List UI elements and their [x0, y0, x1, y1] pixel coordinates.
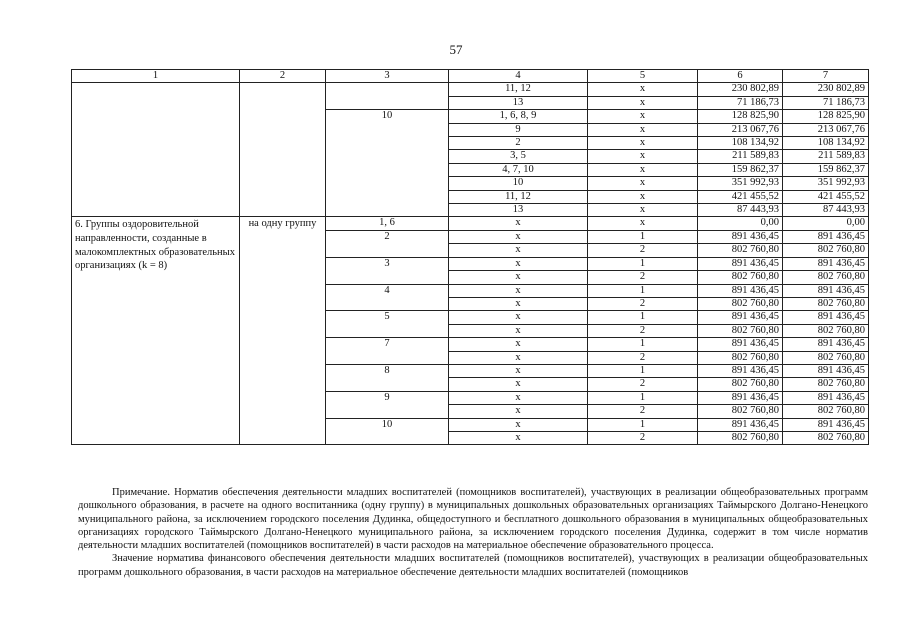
table-cell: 802 760,80	[783, 378, 869, 391]
table-cell: 0,00	[783, 217, 869, 230]
table-cell: 891 436,45	[783, 311, 869, 324]
header-cell: 6	[698, 70, 783, 83]
table-cell	[326, 83, 449, 110]
table-cell: x	[449, 244, 588, 257]
table-cell: 13	[449, 204, 588, 217]
header-cell: 4	[449, 70, 588, 83]
table-cell: x	[449, 338, 588, 351]
table-cell: 2	[449, 137, 588, 150]
table-cell: 802 760,80	[783, 244, 869, 257]
table-header-row	[72, 70, 869, 83]
table-cell: 6. Группы оздоровительной направленности, созданные в малокомплектных образовательных организациях (k = 8)	[72, 217, 240, 445]
table-cell: 13	[449, 96, 588, 109]
table-cell: 802 760,80	[698, 351, 783, 364]
table-cell: 2	[588, 244, 698, 257]
table-cell: 421 455,52	[783, 190, 869, 203]
table-cell: 2	[326, 230, 449, 257]
table-cell: 2	[588, 405, 698, 418]
table-cell: x	[449, 391, 588, 404]
table-cell: x	[449, 297, 588, 310]
table-cell: x	[588, 137, 698, 150]
table-cell: 87 443,93	[698, 204, 783, 217]
table-cell: x	[588, 150, 698, 163]
table-cell: 802 760,80	[698, 244, 783, 257]
table-cell: x	[588, 190, 698, 203]
table-cell: 2	[588, 378, 698, 391]
normative-table	[71, 69, 869, 445]
table-cell: 213 067,76	[698, 123, 783, 136]
table-cell: 10	[326, 110, 449, 217]
table-cell: 108 134,92	[698, 137, 783, 150]
table-cell: 10	[326, 418, 449, 445]
table-cell: 7	[326, 338, 449, 365]
table-cell: 351 992,93	[698, 177, 783, 190]
header-cell: 1	[72, 70, 240, 83]
table-cell: 128 825,90	[698, 110, 783, 123]
table-cell: x	[449, 418, 588, 431]
table-cell: 211 589,83	[783, 150, 869, 163]
table-cell: 10	[449, 177, 588, 190]
table-cell: 802 760,80	[698, 324, 783, 337]
table-cell: 8	[326, 364, 449, 391]
table-cell: 891 436,45	[783, 338, 869, 351]
table-cell: 2	[588, 271, 698, 284]
table-cell: 3	[326, 257, 449, 284]
table-cell: 71 186,73	[783, 96, 869, 109]
table-cell: 891 436,45	[698, 364, 783, 377]
table-cell: 11, 12	[449, 83, 588, 96]
table-cell: x	[449, 431, 588, 444]
header-cell: 7	[783, 70, 869, 83]
table-cell: 230 802,89	[783, 83, 869, 96]
note-block	[78, 486, 868, 579]
table-cell: x	[449, 271, 588, 284]
table-cell	[240, 83, 326, 217]
table-cell: x	[449, 230, 588, 243]
table-cell: 891 436,45	[783, 418, 869, 431]
table-cell: 159 862,37	[783, 163, 869, 176]
table-cell: 891 436,45	[783, 230, 869, 243]
table-cell: 3, 5	[449, 150, 588, 163]
table-cell: 802 760,80	[698, 297, 783, 310]
table-cell: 1, 6, 8, 9	[449, 110, 588, 123]
table-cell: 421 455,52	[698, 190, 783, 203]
table-cell: 108 134,92	[783, 137, 869, 150]
table-cell: 802 760,80	[698, 431, 783, 444]
table-cell: 351 992,93	[783, 177, 869, 190]
table-cell: 802 760,80	[698, 271, 783, 284]
table-cell: x	[588, 110, 698, 123]
note-paragraph-1: Примечание. Норматив обеспечения деятельности младших воспитателей (помощников воспитателей), участвующих в реализации общеобразовательных программ дошкольного образования, в расчете на одного воспитанника (одну группу) в муниципальных дошкольных образовательных организациях Таймырского Долгано-Ненецкого муниципального района, за исключением городского поселения Дудинка, общедоступного и бесплатного дошкольного образования в муниципальных общеобразовательных организациях городского Таймырского Долгано-Ненецкого муниципального района, за исключением городского поселения Дудинка, содержит в том числе норматив деятельности младших воспитателей (помощников воспитателей) в части расходов на материальное обеспечение образовательного процесса.	[78, 487, 868, 552]
table-cell: x	[449, 351, 588, 364]
table-cell: x	[449, 217, 588, 230]
table-row	[72, 83, 869, 96]
table-cell: 802 760,80	[698, 378, 783, 391]
table-cell: 1	[588, 391, 698, 404]
table-cell: x	[588, 163, 698, 176]
table-cell: x	[449, 405, 588, 418]
table-cell: 891 436,45	[698, 257, 783, 270]
table-cell: 1	[588, 338, 698, 351]
table-cell: 891 436,45	[783, 284, 869, 297]
header-cell: 2	[240, 70, 326, 83]
table-cell: 891 436,45	[783, 257, 869, 270]
table-cell: 159 862,37	[698, 163, 783, 176]
table-cell: x	[449, 364, 588, 377]
table-cell: 211 589,83	[698, 150, 783, 163]
header-cell: 5	[588, 70, 698, 83]
table-cell: 1	[588, 418, 698, 431]
table-cell: 11, 12	[449, 190, 588, 203]
table-cell: x	[449, 324, 588, 337]
table-cell: 891 436,45	[698, 391, 783, 404]
table-row	[72, 217, 869, 230]
table-cell: x	[588, 204, 698, 217]
table-body	[72, 83, 869, 445]
table-cell: 802 760,80	[783, 271, 869, 284]
table-cell: 2	[588, 297, 698, 310]
table-cell: 1	[588, 364, 698, 377]
header-cell: 3	[326, 70, 449, 83]
table-cell: 1	[588, 257, 698, 270]
table-cell: 9	[326, 391, 449, 418]
table-cell: 1	[588, 284, 698, 297]
table-cell: x	[588, 123, 698, 136]
table-cell: 5	[326, 311, 449, 338]
table-cell: x	[449, 257, 588, 270]
table-cell: 891 436,45	[698, 230, 783, 243]
table-cell: x	[449, 284, 588, 297]
table-cell: x	[588, 96, 698, 109]
page-number: 57	[449, 42, 463, 57]
table-cell: 891 436,45	[698, 311, 783, 324]
table-cell: 802 760,80	[783, 405, 869, 418]
table-cell: x	[588, 83, 698, 96]
table-cell	[72, 83, 240, 217]
table-cell: 891 436,45	[783, 364, 869, 377]
table-cell: 4	[326, 284, 449, 311]
table-cell: 1, 6	[326, 217, 449, 230]
table-cell: 71 186,73	[698, 96, 783, 109]
table-cell: 802 760,80	[783, 324, 869, 337]
table-cell: 891 436,45	[698, 418, 783, 431]
table-cell: 802 760,80	[783, 297, 869, 310]
table-cell: x	[588, 177, 698, 190]
table-cell: 9	[449, 123, 588, 136]
table-cell: 128 825,90	[783, 110, 869, 123]
table-cell: 230 802,89	[698, 83, 783, 96]
table-cell: 1	[588, 230, 698, 243]
table-cell: x	[449, 311, 588, 324]
table-cell: x	[588, 217, 698, 230]
table-cell: на одну группу	[240, 217, 326, 445]
table-cell: 213 067,76	[783, 123, 869, 136]
table-cell: 802 760,80	[783, 351, 869, 364]
table-cell: 1	[588, 311, 698, 324]
table-cell: 891 436,45	[698, 338, 783, 351]
note-paragraph-2: Значение норматива финансового обеспечения деятельности младших воспитателей (помощников воспитателей), участвующих в реализации общеобразовательных программ дошкольного образования, в части расходов на материальное обеспечение деятельности младших воспитателей (помощников	[78, 553, 868, 578]
table-cell: x	[449, 378, 588, 391]
table-cell: 802 760,80	[698, 405, 783, 418]
table-cell: 891 436,45	[698, 284, 783, 297]
table-cell: 2	[588, 431, 698, 444]
table-cell: 87 443,93	[783, 204, 869, 217]
table-cell: 0,00	[698, 217, 783, 230]
table-cell: 2	[588, 324, 698, 337]
table-cell: 2	[588, 351, 698, 364]
table-cell: 4, 7, 10	[449, 163, 588, 176]
table-cell: 891 436,45	[783, 391, 869, 404]
table-cell: 802 760,80	[783, 431, 869, 444]
